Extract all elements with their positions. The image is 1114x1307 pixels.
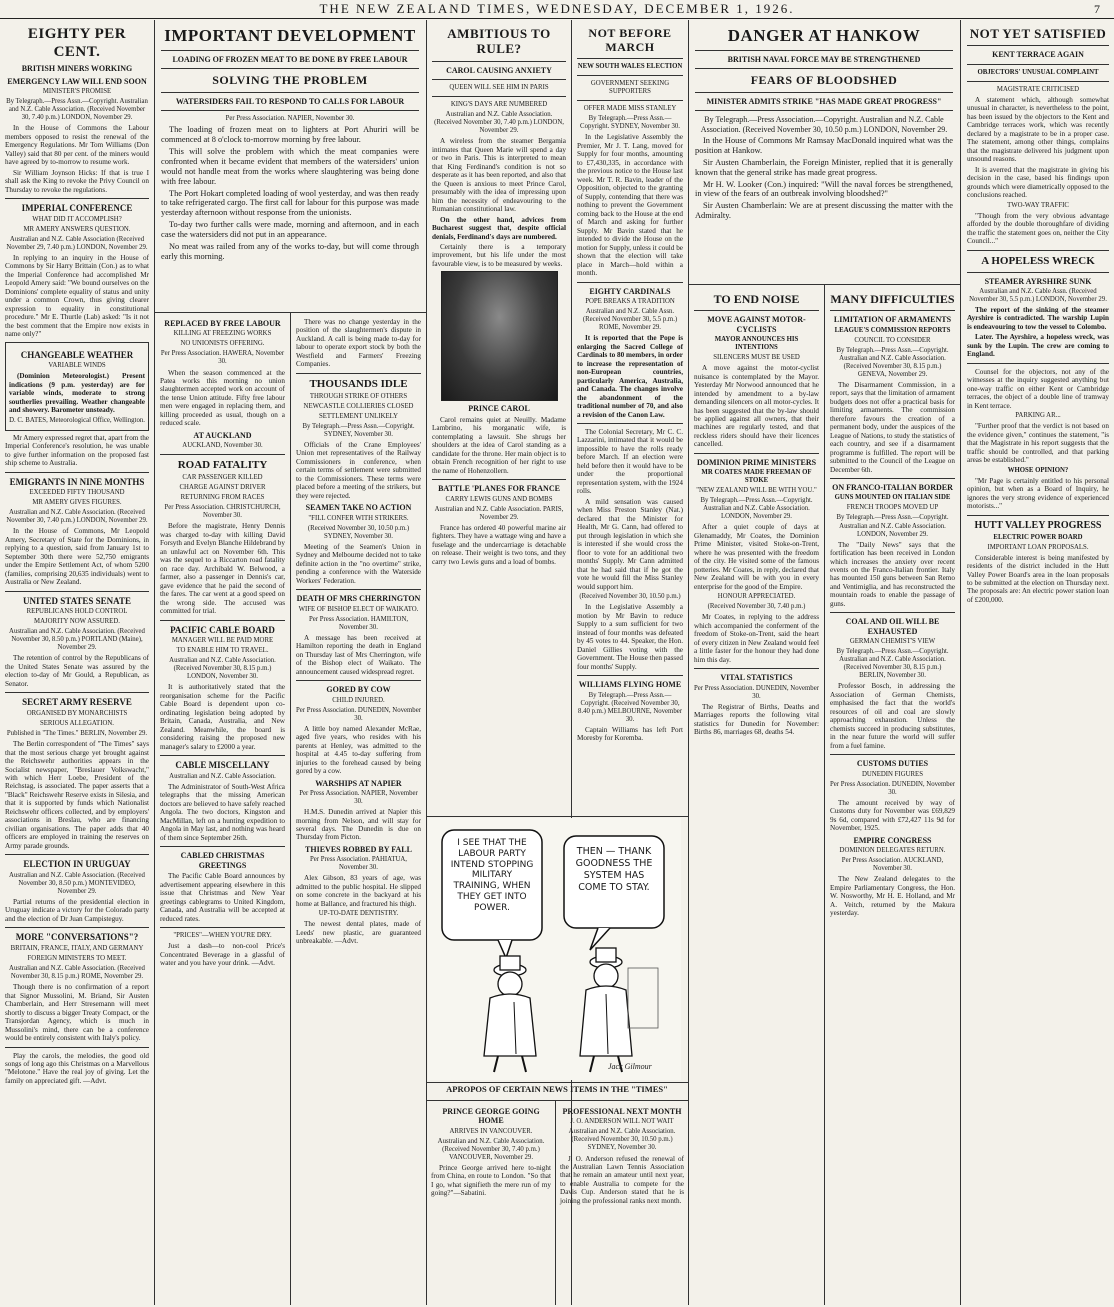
headline: A HOPELESS WRECK xyxy=(981,254,1095,267)
article-text: In the Legislative Assembly a motion by Mr Bavin to reduce Supply to a sum sufficient for two instead of four months was defeated by 45 votes to 44. Speaker, the Hon. Daniel Gillies voting with the Government. The House then passed four months' Supply. xyxy=(577,603,683,671)
headline: DANGER AT HANKOW xyxy=(727,26,921,45)
subheadline: MINISTER ADMITS STRIKE "HAS MADE GREAT PROGRESS" xyxy=(706,96,942,106)
article-text: No meat was railed from any of the works to-day, but will come through early this morning. xyxy=(161,242,419,261)
subheadline: NEW SOUTH WALES ELECTION xyxy=(577,63,683,71)
divider xyxy=(830,478,955,479)
subheadline: GUNS MOUNTED ON ITALIAN SIDE xyxy=(834,494,951,502)
professional-article xyxy=(557,1102,687,1305)
divider xyxy=(161,50,419,51)
column-2b xyxy=(292,314,425,1305)
subheadline: ELECTRIC POWER BOARD xyxy=(993,533,1083,541)
subheadline: KENT TERRACE AGAIN xyxy=(992,50,1084,60)
subheadline: BRITAIN, FRANCE, ITALY, AND GERMANY xyxy=(10,945,144,953)
divider xyxy=(695,92,953,93)
divider xyxy=(426,1082,688,1083)
subheadline: DUNEDIN FIGURES xyxy=(862,770,923,778)
article-text: In replying to an inquiry in the House of Commons by Sir Harry Brittain (Con.) as to what the Imperial Conference had accomplished Mr Leopold Amery said: "We bound ourselves on the Dominions' complete equality of status and unity under a common Crown, thus giving clearer expression to equality in constitutional procedure." Mr E. Thurtle (Lab) asked: "Is it not the best comment that the Empire now exists in name only?" xyxy=(5,253,149,339)
headline: ON FRANCO-ITALIAN BORDER xyxy=(832,483,953,493)
subheadline: CHILD INJURED. xyxy=(332,696,385,704)
headline: "PRICES"—WHEN YOU'RE DRY. xyxy=(173,932,272,940)
article-text: J. O. Anderson refused the renewal of the Australian Lawn Tennis Association that he remain an amateur until next year, to enable Australia to compete for the Davis Cup. Anderson stated that he is joining the professional ranks next month. xyxy=(560,1154,684,1205)
column-rule xyxy=(555,1100,556,1305)
cartoon-caption-text: APROPOS OF CERTAIN NEWS ITEMS IN THE "TIMES" xyxy=(446,1084,668,1094)
headline: ROAD FATALITY xyxy=(177,459,268,472)
cartoon xyxy=(428,818,681,1080)
article-text: Alex Gibson, 83 years of age, was admitted to the public hospital. He slipped on some concrete in the backyard at his home at Ballance, and fractured his thigh. xyxy=(296,874,421,908)
headline: CHANGEABLE WEATHER xyxy=(20,349,134,360)
headline: MORE "CONVERSATIONS"? xyxy=(15,932,139,943)
column-rule xyxy=(290,312,291,1305)
dateline: Australian and N.Z. Cable Association. (Received November 30, 8.15 p.m.) ROME, November 29. xyxy=(9,965,145,981)
article-text: Certainly there is a temporary improvement, but his life under the most favourable view, is to be measured by weeks. xyxy=(432,242,566,268)
subheadline: MANAGER WILL BE PAID MORE xyxy=(171,637,274,645)
article-text: Meeting of the Seamen's Union in Sydney and Melbourne decided not to take definite action in the "no overtime" strike, pending a conference with the Waterside Workers' Federation. xyxy=(296,542,421,585)
divider xyxy=(160,846,285,847)
subheadline: RETURNING FROM RACES xyxy=(180,494,265,502)
dateline: By Telegraph.—Press Assn.—Copyright. SYDNEY, November 30. xyxy=(302,422,415,438)
article-text: It is averred that the magistrate in giving his decision in the case, based his findings upon grounds which were diametrically opposed to the conclusions reached. xyxy=(967,165,1109,200)
divider xyxy=(5,927,149,928)
dateline: Australian and N.Z. Cable Association. (Received November 30, 10.50 p.m.) SYDNEY, November 30. xyxy=(568,1128,676,1152)
article-text: Officials of the Crane Employees' Union met representatives of the Railway Commissioners in conference, when certain terms of settlement were submitted to the Commissioners. These terms were placed before a meeting of the strikers, but they were rejected. xyxy=(296,440,421,500)
article-text: The Administrator of South-West Africa telegraphs that the missing American doctors are believed to have safely reached Angola. The two doctors, Kingston and MacMillan, left on a hunting expedition to Angola in May last, and nothing was heard of them since September 26th. xyxy=(160,782,285,842)
divider xyxy=(5,198,149,199)
cartoon-text-left: I SEE THAT THE LABOUR PARTY INTEND STOPPING MILITARY TRAINING, WHEN THEY GET INTO POWER. xyxy=(450,838,534,913)
divider xyxy=(967,272,1109,273)
article-text: Considerable interest is being manifested by residents of the district included in the Hutt Valley Power Board's area in the loan proposals to be submitted at the election on Thursday next. The proposals are: An electric power station loan of £200,000. xyxy=(967,553,1109,604)
subheadline: NEWCASTLE COLLIERIES CLOSED xyxy=(303,402,414,410)
subheadline: POPE BREAKS A TRADITION xyxy=(585,298,675,306)
dateline: Australian and N.Z. Cable Association. PARIS, November 29. xyxy=(434,505,564,521)
subheadline: WATERSIDERS FAIL TO RESPOND TO CALLS FOR LABOUR xyxy=(175,96,405,106)
headline: COAL AND OIL WILL BE EXHAUSTED xyxy=(845,617,940,636)
article-text: The Pacific Cable Board announces by advertisement appearing elsewhere in this issue that Christmas and New Year greetings cablegrams to United Kingdom, Canada, and Australia will be accepted at reduced rates. xyxy=(160,872,285,923)
article-text: Captain Williams has left Port Moresby for Koremba. xyxy=(577,725,683,743)
divider xyxy=(432,79,566,80)
dateline: AUCKLAND, November 30. xyxy=(182,442,263,450)
divider xyxy=(830,612,955,613)
divider xyxy=(296,589,421,590)
dateline: Australian and N.Z. Cable Association. (Received November 30, 8.50 p.m.) PORTLAND (Maine), November 29. xyxy=(9,628,145,652)
subheadline: WHAT DID IT ACCOMPLISH? xyxy=(32,215,122,223)
divider xyxy=(967,363,1109,364)
article-text: "Though from the very obvious advantage afforded by the double thoroughfare of dividing the traffic the statement goes on, neither the City Council..." xyxy=(967,211,1109,246)
article-text: "Mr Page is certainly entitled to his personal opinion, but when as a Board of Inquiry, he ignores the very strong evidence of experienced motorists..." xyxy=(967,476,1109,511)
subheadline: QUEEN WILL SEE HIM IN PARIS xyxy=(449,84,549,92)
divider xyxy=(432,479,566,480)
headline: EIGHTY CARDINALS xyxy=(589,286,671,296)
article-text: When the season commenced at the Patea works this morning no union slaughtermen accepted work on account of the tense Union attitude. Fifty free labour men were engaged in replacing them, and killing proceeded as usual, though on a reduced scale. xyxy=(160,368,285,428)
subheadline: CARRY LEWIS GUNS AND BOMBS xyxy=(445,495,553,503)
subheadline: "NEW ZEALAND WILL BE WITH YOU." xyxy=(696,487,817,495)
article-text: A little boy named Alexander McRae, aged five years, who resides with his parents at Henley, was admitted to the hospital at 4.45 to-day suffering from injuries to the forehead caused by being gored by a cow. xyxy=(296,724,421,776)
article-text: Later. The Ayrshire, a hopeless wreck, was sunk by the Lupin. The crew are coming to England. xyxy=(967,333,1109,359)
article-text: It is authoritatively stated that the reorganisation scheme for the Pacific Cable Board is dependent upon co-ordinating legislation being adopted by Britain, Canada, Australia, and New Zealand. Meanwhile, the board is considering raising the proposed new manager's salary to £2000 a year. xyxy=(160,683,285,751)
article-text: Counsel for the objectors, not any of the witnesses at the inquiry suggested anything but one-way traffic on either Kent or Cambridge terraces, the object of a double line of tramway in Kent terrace. xyxy=(967,367,1109,410)
subheadline: GERMAN CHEMIST'S VIEW xyxy=(849,638,936,646)
article-text: Sir William Joynson Hicks: If that is true I shall ask the King to revoke the Privy Council on Thursday to revoke the regulations. xyxy=(5,168,149,194)
headline: UNITED STATES SENATE xyxy=(22,595,132,606)
article-text: The Registrar of Births, Deaths and Marriages reports the following vital statistics for Dunedin for November: Births 86, marriages 68, deaths 54. xyxy=(694,702,819,737)
dateline: Per Press Association. CHRISTCHURCH, November 30. xyxy=(164,504,281,520)
dateline: Per Press Association. DUNEDIN, November 30. xyxy=(296,706,421,722)
article-text: A message has been received at Hamilton reporting the death in England on Thursday last of Mrs Cherrington, wife of the Bishop elect of Waikato. The announcement caused widespread regret. xyxy=(296,633,421,676)
divider xyxy=(5,854,149,855)
signature: D. C. BATES, Meteorological Office, Wellington. xyxy=(9,416,145,424)
divider xyxy=(577,423,683,424)
hankow-article xyxy=(690,20,958,282)
divider xyxy=(160,927,285,928)
dateline: Per Press Association. DUNEDIN, November 30. xyxy=(830,780,955,796)
dateline: Australian and N.Z. Cable Association. (Received November 30, 7.40 p.m.) VANCOUVER, November 29. xyxy=(437,1137,545,1161)
headline: NOT BEFORE MARCH xyxy=(588,26,672,55)
dateline: By Telegraph.—Press Assn.—Copyright. Australian and N.Z. Cable Association. (Received November 30, 7.40 p.m.) LONDON, November 29. xyxy=(6,98,148,122)
headline: CUSTOMS DUTIES xyxy=(856,759,929,769)
headline: EMIGRANTS IN NINE MONTHS xyxy=(9,476,145,487)
headline: DOMINION PRIME MINISTERS xyxy=(696,457,817,467)
subheadline: PARKING AR... xyxy=(1015,412,1061,420)
dateline: Per Press Association. NAPIER, November 30. xyxy=(225,115,355,123)
divider xyxy=(432,96,566,97)
article-text: The Port Hokart completed loading of wool yesterday, and was then ready to take refrigerated cargo. The first call for labour for this purpose was made yesterday afternoon without response from the unionists. xyxy=(161,188,419,218)
subheadline: THROUGH STRIKE OF OTHERS xyxy=(309,392,408,400)
subheadline: LEAGUE'S COMMISSION REPORTS xyxy=(834,326,951,334)
subheadline: EMERGENCY LAW WILL END SOON xyxy=(7,76,147,86)
lead-article xyxy=(156,20,424,310)
article-text: (Dominion Meteorologist.) Present indications (9 p.m. yesterday) are for variable winds, moderate to strong southerlies prevailing. Weather changeable and showery. Barometer unsteady. xyxy=(9,372,145,415)
headline: IMPERIAL CONFERENCE xyxy=(21,203,133,214)
subheadline: KILLING AT FREEZING WORKS xyxy=(173,330,272,338)
subheadline: FEARS OF BLOODSHED xyxy=(750,73,898,88)
column-6 xyxy=(962,20,1114,1305)
article-text: This will solve the problem with which the meat companies were confronted when it became evident that members of the watersiders' union would not handle meat from the works where slaughtering was being done with free labour. xyxy=(161,146,419,186)
divider xyxy=(296,680,421,681)
divider xyxy=(577,675,683,676)
subheadline: HONOUR APPRECIATED. xyxy=(717,593,796,601)
headline: MANY DIFFICULTIES xyxy=(830,292,955,306)
article-text: Mr H. W. Looker (Con.) inquired: "Will the naval forces be strengthened, in view of the fears of an outbreak involving bloodshed?" xyxy=(695,179,953,199)
subheadline: SERIOUS ALLEGATION. xyxy=(39,720,114,728)
prince-carol-photo xyxy=(441,271,558,401)
subheadline: MR AMERY GIVES FIGURES. xyxy=(32,499,122,507)
article-text: The report of the sinking of the steamer Ayrshire is contradicted. The warship Lupin is endeavouring to tow the vessel to Colombo. xyxy=(967,306,1109,331)
divider xyxy=(830,310,955,311)
article-text: The retention of control by the Republicans of the United States Senate was assured by the election to-day of Mr Gould, a Republican, as Senator. xyxy=(5,654,149,688)
column-rule xyxy=(426,20,427,1305)
advertisement: The newest dental plates, made of Leeds' new plastic, are guaranteed unbreakable. —Advt. xyxy=(296,920,421,946)
divider xyxy=(967,250,1109,251)
column-5a xyxy=(690,286,823,1305)
divider xyxy=(5,591,149,592)
photo-caption: PRINCE CAROL xyxy=(468,404,530,414)
article-text: The amount received by way of Customs duty for November was £69,829 9s 6d, compared with £72,427 11s 9d for November, 1925. xyxy=(830,798,955,833)
divider xyxy=(577,75,683,76)
article-text: "Further proof that the verdict is not based on the evidence given," continues the statement, "is that the Magistrate in his report suggests that the traffic should be controlled, and that parking areas be established." xyxy=(967,422,1109,465)
column-5b xyxy=(826,286,959,1305)
right-figure xyxy=(580,948,632,1072)
dateline: By Telegraph.—Press Assn.—Copyright. Australian and N.Z. Cable Association. (Received November 30, 8.15 p.m.) BERLIN, November 30. xyxy=(836,648,949,680)
divider xyxy=(426,816,688,817)
headline: UP-TO-DATE DENTISTRY. xyxy=(318,910,399,918)
dateline: By Telegraph.—Press Assn.—Copyright. SYDNEY, November 30. xyxy=(580,115,680,131)
subheadline: ARRIVES IN VANCOUVER. xyxy=(449,1127,533,1135)
column-3 xyxy=(428,20,570,816)
divider xyxy=(161,110,419,111)
article-text: The "Daily News" says that the fortification has been received in London which increases the anxiety over recent events on the Franco-Italian frontier. Italy has mounted 150 guns between San Remo and Ventimiglia, and has reconstructed the mountain roads to enable the passage of guns. xyxy=(830,540,955,608)
subheadline: MAYOR ANNOUNCES HIS INTENTIONS xyxy=(714,336,799,352)
dateline: By Telegraph.—Press Assn.—Copyright. Australian and N.Z. Cable Association. (Received November 30, 8.15 p.m.) GENEVA, November 29. xyxy=(836,346,949,378)
divider xyxy=(160,620,285,621)
headline: NOT YET SATISFIED xyxy=(969,26,1107,41)
subheadline: FRENCH TROOPS MOVED UP xyxy=(846,504,939,512)
masthead xyxy=(0,0,1114,19)
subheadline: STEAMER AYRSHIRE SUNK xyxy=(984,276,1092,286)
headline: BATTLE 'PLANES FOR FRANCE xyxy=(438,484,560,494)
article-text: There was no change yesterday in the position of the slaughtermen's dispute in Auckland. A call is being made to-day for labour to operate export stock by both the Westfield and Farmers' Freezing Companies. xyxy=(296,318,421,369)
divider xyxy=(160,755,285,756)
headline: THOUSANDS IDLE xyxy=(309,377,408,390)
article-text: In the House of Commons Mr Ramsay MacDonald inquired what was the position at Hankow. xyxy=(695,135,953,155)
divider xyxy=(5,692,149,693)
subheadline: SILENCERS MUST BE USED xyxy=(713,354,800,362)
speech-bubble-tail xyxy=(590,928,610,950)
dateline: Per Press Association. HAMILTON, November 30. xyxy=(308,615,409,631)
dateline: Per Press Association. NAPIER, November 30. xyxy=(299,789,418,805)
cartoon-signature: Jack Gilmour xyxy=(608,1062,652,1071)
dateline: Australian and N.Z. Cable Association. (Received November 30, 8.15 p.m.) LONDON, November 30. xyxy=(169,657,276,681)
divider xyxy=(694,310,819,311)
headline: PACIFIC CABLE BOARD xyxy=(170,624,275,635)
article-text: Carol remains quiet at Neuilly. Madame Lambrino, his morganatic wife, is contemplating a lawsuit. She shrugs her shoulders at the idea of Carol standing as a candidate for the throne. Her main object is to obtain French recognition of her right to use the name of Hohenzollern. xyxy=(432,415,566,475)
dateline: Published in "The Times." BERLIN, November 29. xyxy=(6,730,148,738)
dateline: Australian and N.Z. Cable Association. xyxy=(169,772,276,780)
article-text: After a quiet couple of days at Glenamaddy, Mr Coates, the Dominion Prime Minister, visited Stoke-on-Trent, where he was presented with the freedom of the city. He visited some of the famous potteries. Mr Coates, in reply, declared that New Zealand will be with you in every enterprise for the good of the Empire. xyxy=(694,523,819,591)
dateline: By Telegraph.—Press Assn.—Copyright. Australian and N.Z. Cable Association. LONDON, November 29. xyxy=(700,497,813,521)
divider xyxy=(161,92,419,93)
subheadline: MAJORITY NOW ASSURED. xyxy=(34,618,120,626)
divider xyxy=(296,373,421,374)
subheadline: MR AMERY ANSWERS QUESTION. xyxy=(23,225,131,233)
article-text: In the House of Commons, Mr Leopold Amery, Secretary of State for the Dominions, in replying to a question, said from January 1st to September 30th there were 52,750 emigrants under the Empire Settlement Act, of whom 5200 (families, comprising 20,635 individuals) went to Australia or New Zealand. xyxy=(5,527,149,587)
subheadline: "FILL CONFER WITH STRIKERS. xyxy=(308,514,409,522)
dateline: Australian and N.Z. Cable Assn. (Received November 30, 5.5 p.m.) ROME, November 29. xyxy=(582,308,678,332)
divider xyxy=(695,110,953,111)
dateline: Australian and N.Z. Cable Association. (Received November 30, 8.50 p.m.) MONTEVIDEO, November 29. xyxy=(9,871,145,895)
advertisement: Just a dash—to non-cool Price's Concentrated Beverage in a glassful of water and you have your drink. —Advt. xyxy=(160,942,285,968)
dateline: Australian and N.Z. Cable Association (Received November 29, 7.40 p.m.) LONDON, November 29. xyxy=(6,235,148,251)
headline: REPLACED BY FREE LABOUR xyxy=(164,319,281,328)
article-text: France has ordered 40 powerful marine air fighters. They have a wattage wing and have a fuselage and the undercarriage is detachable on release. Their weight is two tons, and they carry two Lewis guns and a load of bombs. xyxy=(432,523,566,566)
article-text: Partial returns of the presidential election in Uruguay indicate a victory for the Colorado party and the election of Dr Juan Campisteguy. xyxy=(5,898,149,923)
divider xyxy=(967,64,1109,65)
dateline: Australian and N.Z. Cable Association. (Received November 30, 7.40 p.m.) LONDON, November 29. xyxy=(6,509,148,525)
divider xyxy=(967,45,1109,46)
dateline: Per Press Association. DUNEDIN, November 30. xyxy=(694,684,819,700)
headline: IMPORTANT DEVELOPMENT xyxy=(164,26,416,45)
article-text: A move against the motor-cyclist nuisance is contemplated by the Mayor. Yesterday Mr Norwood announced that he intended by amendment to a by-law demanding silencers on all motor-cycles. It has been suggested that the by-law should be applied against all owners, that their machines are regularly tested, and that reckless riders should have their licences cancelled. xyxy=(694,364,819,449)
subheadline: GOVERNMENT SEEKING SUPPORTERS xyxy=(590,80,670,96)
article-text: The New Zealand delegates to the Empire Parliamentary Congress, the Hon. W. Nosworthy, Mr H. E. Holland, and Mr A. Veitch, returned by the Makura yesterday. xyxy=(830,875,955,918)
column-rule xyxy=(824,284,825,1305)
article-text: A wireless from the steamer Bergamia intimates that Queen Marie will spend a day or two in Paris. This is interpreted to mean that King Ferdinand's condition is not so desperate as it has been reported, and also that the Queen is anxious to meet Prince Carol, presumably with the idea of impressing upon him the necessity of endeavouring to the Rumanian constitutional law. xyxy=(432,137,566,214)
article-text: On the other hand, advices from Bucharest suggest that, despite official denials, Ferdinand's days are numbered. xyxy=(432,215,566,241)
subheadline: IMPORTANT LOAN PROPOSALS. xyxy=(987,543,1089,551)
subheadline: LIMITATION OF ARMAMENTS xyxy=(833,315,952,325)
divider xyxy=(695,50,953,51)
subheadline: SEAMEN TAKE NO ACTION xyxy=(305,503,412,513)
article-text: Though there is no confirmation of a report that Signor Mussolini, M. Briand, Sir Austen Chamberlain, and Herr Stresemann will meet shortly to discuss a bigger Treaty Compact, or the Transjordan Agency, which is much in Mussolini's mind, there can be a conference would be entirely consistent with Italy's policy. xyxy=(5,983,149,1043)
article-text: Professor Bosch, in addressing the Association of German Chemists, emphasised the fact that the world's resources of oil and coal are slowly approaching exhaustion. Unless the chemists succeed in producing substitutes, in the near future the world will suffer from a fuel famine. xyxy=(830,682,955,750)
divider xyxy=(830,754,955,755)
article-text: In the House of Commons the Labour members opposed to resist the renewal of the Emergency Regulations. Mr Tom Williams (Don Valley) said that 80 per cent. of the miners would have agreed by to-morrow to resume work. xyxy=(5,124,149,167)
subheadline: DOMINION DELEGATES RETURN. xyxy=(839,847,946,855)
dateline: Per Press Association. AUCKLAND, November 30. xyxy=(841,857,944,873)
subheadline: COUNCIL TO CONSIDER xyxy=(854,336,931,344)
divider xyxy=(577,282,683,283)
headline: VITAL STATISTICS xyxy=(720,673,793,683)
headline: SECRET ARMY RESERVE xyxy=(22,697,132,708)
divider xyxy=(5,472,149,473)
divider xyxy=(432,61,566,62)
column-4 xyxy=(573,20,687,816)
subheadline: TWO-WAY TRAFFIC xyxy=(1007,201,1069,209)
article-text: Mr Coates, in replying to the address which accompanied the conferment of the freedom of Stoke-on-Trent, said the heart of every citizen in New Zealand would feel a little faster for the honour they had done him this day. xyxy=(694,613,819,664)
speech-bubble-tail xyxy=(498,940,512,958)
subheadline: SETTLEMENT UNLIKELY xyxy=(318,412,399,420)
divider xyxy=(967,81,1109,82)
subheadline: TO ENABLE HIM TO TRAVEL. xyxy=(176,647,269,655)
divider xyxy=(577,58,683,59)
headline: ELECTION IN URUGUAY xyxy=(23,859,131,870)
subheadline: OFFER MADE MISS STANLEY xyxy=(583,105,677,113)
subheadline: KING'S DAYS ARE NUMBERED xyxy=(450,101,548,109)
divider xyxy=(5,1047,149,1048)
article-text: To-day two further calls were made, morning and afternoon, and in each case the watersiders did not put in an appearance. xyxy=(161,220,419,240)
article-text: The Disarmament Commission, in a report, says that the limitation of armament budgets does not offer a practical basis for limiting armaments. The commission therefore favours the creation of a permanent body, under the auspices of the League of Nations, to study the statistics of each country, and see if a disarmament programme is fulfilled. The report will be submitted to the Council of the League on December 6th. xyxy=(830,380,955,474)
cartoon-caption xyxy=(428,1084,686,1098)
article-text: H.M.S. Dunedin arrived at Napier this morning from Nelson, and will stay for several days. The Dunedin is due on Thursday from Picton. xyxy=(296,808,421,842)
headline: EMPIRE CONGRESS xyxy=(853,835,932,845)
column-1 xyxy=(0,20,154,1305)
headline: HUTT VALLEY PROGRESS xyxy=(974,519,1102,531)
dateline: Australian and N.Z. Cable Association. (Received November 30, 7.40 p.m.) LONDON, November 29. xyxy=(434,111,564,135)
dateline: (Received November 30, 7.40 p.m.) xyxy=(707,603,806,611)
headline: GORED BY COW xyxy=(326,685,391,695)
headline: TO END NOISE xyxy=(713,292,800,306)
article-text: Mr Amery expressed regret that, apart from the Imperial Conference's resolution, he was unable to give further information on the proposed fast ship scheme to Australia. xyxy=(5,433,149,468)
headline: PROFESSIONAL NEXT MONTH xyxy=(562,1107,682,1116)
dateline: Per Press Association. PAHIATUA, November 30. xyxy=(310,856,407,872)
divider xyxy=(694,668,819,669)
divider xyxy=(694,453,819,454)
subheadline: MAGISTRATE CRITICISED xyxy=(996,85,1080,93)
subheadline: CAROL CAUSING ANXIETY xyxy=(446,65,552,75)
article-text: The loading of frozen meat on to lighters at Port Ahuriri will be commenced at 8 o'clock to-morrow morning by free labour. xyxy=(161,125,419,144)
subheadline: EXCEEDED FIFTY THOUSAND xyxy=(29,489,125,497)
headline: AMBITIOUS TO RULE? xyxy=(447,26,551,57)
subheadline: WIFE OF BISHOP ELECT OF WAIKATO. xyxy=(298,605,419,613)
dateline: (Received November 30, 10.50 p.m.) SYDNEY, November 30. xyxy=(307,524,410,540)
lamp-post-icon xyxy=(628,968,658,1028)
divider xyxy=(160,454,285,455)
dateline: Australian and N.Z. Cable Assn. (Received November 30, 5.5 p.m.) LONDON, November 29. xyxy=(969,287,1107,303)
headline: CABLE MISCELLANY xyxy=(175,760,270,771)
column-rule xyxy=(154,20,155,1305)
dateline: By Telegraph.—Press Association.—Copyright. Australian and N.Z. Cable Association. (Received November 30, 10.50 p.m.) LONDON, November 29. xyxy=(700,115,948,134)
subheadline: OBJECTORS' UNUSUAL COMPLAINT xyxy=(977,68,1099,76)
column-rule xyxy=(688,20,689,1305)
divider xyxy=(967,515,1109,516)
article-text: Sir Austen Chamberlain, the Foreign Minister, replied that it is generally known that the general strike has made great progress. xyxy=(695,157,953,177)
dateline: Per Press Association. HAWERA, November 30. xyxy=(160,350,285,366)
headline: WILLIAMS FLYING HOME xyxy=(578,680,682,690)
article-text: It is reported that the Pope is enlarging the Sacred College of Cardinals to 80 members, in order to increase the representation of non-European countries, particularly America, Australia, and Canada. The changes involve the abandonment of the traditional number of 70, and also a revision of the Canon Law. xyxy=(577,334,683,419)
subheadline: CHARGE AGAINST DRIVER xyxy=(179,484,266,492)
article-text: The Colonial Secretary, Mr C. C. Lazzarini, intimated that it would be impossible to have the rolls ready before March. If an election were held before then it would have to be under the proportional representation system, with the 1924 rolls. xyxy=(577,427,683,496)
headline: EIGHTY PER CENT. xyxy=(27,26,127,60)
subheadline: LOADING OF FROZEN MEAT TO BE DONE BY FREE LABOUR xyxy=(172,55,408,65)
subheadline: REPUBLICANS HOLD CONTROL xyxy=(26,608,128,616)
subheadline: NO UNIONISTS OFFERING. xyxy=(180,340,265,348)
subheadline: BRITISH NAVAL FORCE MAY BE STRENGTHENED xyxy=(727,55,921,65)
subheadline: VARIABLE WINDS xyxy=(48,362,106,370)
subheadline: BRITISH MINERS WORKING xyxy=(21,64,133,74)
headline: DEATH OF MRS CHERRINGTON xyxy=(296,594,421,604)
article-text: A statement which, although somewhat unusual in character, is nevertheless to the point, has been issued by the objectors to the Kent and Cambridge terraces work, which was recently declared by a magistrate to be in a proper case. The statement, among other things, complains that the magistrate delivered his judgment upon unsound reasons. xyxy=(967,95,1109,164)
column-rule xyxy=(960,20,961,1305)
masthead-title: THE NEW ZEALAND TIMES, WEDNESDAY, DECEMBER 1, 1926. xyxy=(319,1,795,16)
column-2a xyxy=(156,314,289,1305)
prince-george-article xyxy=(428,1102,554,1305)
subheadline: ORGANISED BY MONARCHISTS xyxy=(26,710,128,717)
dateline: By Telegraph.—Press Assn.—Copyright. Australian and N.Z. Cable Association. LONDON, November 29. xyxy=(836,514,949,538)
advertisement: Play the carols, the melodies, the good old songs of long ago this Christmas on a Marvellous "Melotone." Have the real joy of giving. Let the family on appreciated gift. —Advt. xyxy=(5,1051,149,1085)
headline: WARSHIPS AT NAPIER xyxy=(315,778,402,788)
article-text: The Berlin correspondent of "The Times" says that the most serious charge yet brought against the Reichswehr authorities appears in the Socialist newspaper, "Breslauer Volkswacht," with which Herr Loebe, President of the Reichstag, is associated. The paper asserts that a "Black" Reichswehr Reserve exists in Silesia, and that it is supported by funds which Nationalist Reichswehr officers collected, and by employers' associations in Breslau, who are financing civilian organisations. The paper adds that 40 officers are employed in training the reserves on Army parade grounds. xyxy=(5,740,149,850)
subheadline: FOREIGN MINISTERS TO MEET. xyxy=(27,955,127,963)
dateline: (Received November 30, 10.50 p.m.) xyxy=(579,593,681,601)
subheadline: CAR PASSENGER KILLED xyxy=(182,474,263,482)
subheadline: J. O. ANDERSON WILL NOT WAIT xyxy=(570,1118,674,1126)
dateline: By Telegraph.—Press Assn.—Copyright. (Received November 30, 8.40 p.m.) MELBOURNE, November 30. xyxy=(577,691,683,723)
headline: PRINCE GEORGE GOING HOME xyxy=(442,1107,540,1126)
divider xyxy=(426,1100,688,1101)
article-text: A mild sensation was caused when Miss Preston Stanley (Nat.) declared that the Minister for Health, Mr G. Cann, had offered to put through legislation in which she is interested if she would cross the floor to vote for an additional two months' Supply. Mr Cann admitted that he had said that if he got the vote he would fill the Miss Stanley would support him. xyxy=(577,497,683,591)
cartoon-text-right: THEN — THANK GOODNESS THE SYSTEM HAS COME TO STAY. xyxy=(575,846,653,893)
subheadline: AT AUCKLAND xyxy=(193,430,252,440)
article-text: Prince George arrived here to-night from China, en route to London. "So that I go, what signifieth the mere run of my going?"—Sabatini. xyxy=(431,1163,551,1198)
page-number: 7 xyxy=(1094,2,1102,16)
left-figure xyxy=(484,956,536,1072)
subheadline: MOVE AGAINST MOTOR-CYCLISTS xyxy=(707,315,806,334)
weather-box xyxy=(5,342,149,431)
subheadline: MR COATES MADE FREEMAN OF STOKE xyxy=(701,469,812,485)
headline: THIEVES ROBBED BY FALL xyxy=(305,844,412,854)
divider xyxy=(577,100,683,101)
divider xyxy=(695,68,953,69)
article-text: In the Legislative Assembly the Premier, Mr J. T. Lang, moved for Supply for four months, amounting to £7,430,335, in accordance with the previous notice to the House last week. Mr T. R. Bavin, leader of the Opposition, objected to the granting of Supply, contending that there was nothing to prevent the Government coming back to the House at the end of March and asking for further Supply. Mr Bavin stated that he intended to divide the House on the motion for Supply, unless it could be shown that the election will take place in March—hold within a month. xyxy=(577,133,683,278)
subheadline: SOLVING THE PROBLEM xyxy=(212,73,368,88)
divider xyxy=(161,68,419,69)
headline: CABLED CHRISTMAS GREETINGS xyxy=(180,851,265,870)
subheadline: WHOSE OPINION? xyxy=(1007,466,1069,474)
subheadline: MINISTER'S PROMISE xyxy=(42,88,112,96)
article-text: Sir Austen Chamberlain: We are at present discussing the matter with the Admiralty. xyxy=(695,201,953,221)
article-text: Before the magistrate, Henry Dennis was charged to-day with killing David Forsyth and Evelyn Blanche Hildebrand by an unlawful act on November 6th. This was the sequel to a Riccarton road fatality on race day. Archibald W. Belwood, a farmer, also a passenger in Dennis's car, gave evidence that he paid the second of the fares. The car went at a good speed on the wrong side. The accused was committed for trial. xyxy=(160,522,285,616)
